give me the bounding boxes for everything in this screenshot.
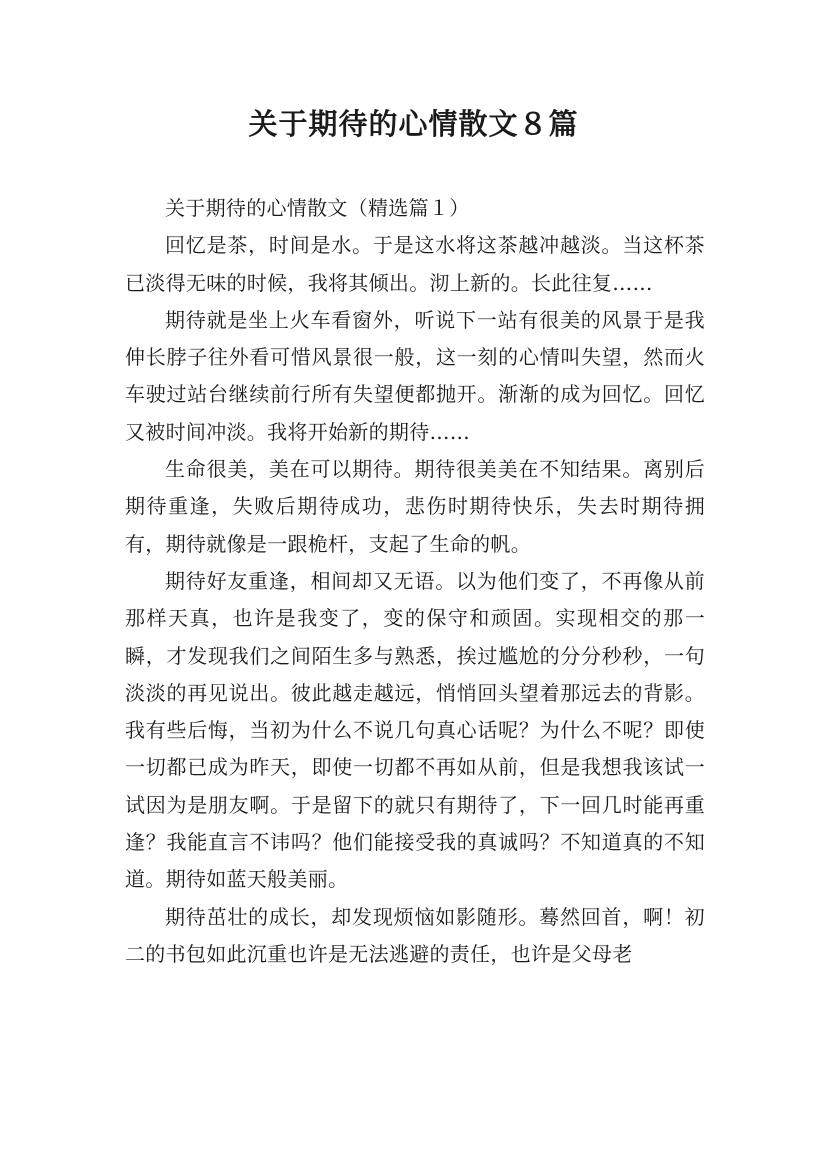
paragraph: 期待好友重逢，相间却又无语。以为他们变了，不再像从前那样天真，也许是我变了，变的保守和顽固。实现相交的那一瞬，才发现我们之间陌生多与熟悉，挨过尴尬的分分秒秒，一句淡淡的再见说出。彼此越走越远，悄悄回头望着那远去的背影。我有些后悔，当初为什么不说几句真心话呢？为什么不呢？即使一切都已成为昨天，即使一切都不再如从前，但是我想我该试一试因为是朋友啊。于是留下的就只有期待了，下一回几时能再重逢？我能直言不讳吗？他们能接受我的真诚吗？不知道真的不知道。期待如蓝天般美丽。 [125, 568, 705, 892]
paragraph: 回忆是茶，时间是水。于是这水将这茶越冲越淡。当这杯茶已淡得无味的时候，我将其倾出。沏上新的。长此往复…… [125, 233, 705, 295]
section-heading: 关于期待的心情散文（精选篇１） [165, 196, 470, 220]
paragraph: 生命很美，美在可以期待。期待很美美在不知结果。离别后期待重逢，失败后期待成功，悲伤时期待快乐，失去时期待拥有，期待就像是一跟桅杆，支起了生命的帆。 [125, 457, 705, 556]
document-title: 关于期待的心情散文８篇 [248, 107, 579, 141]
document-body [125, 190, 705, 973]
paragraph: 期待茁壮的成长，却发现烦恼如影随形。蓦然回首，啊！初二的书包如此沉重也许是无法逃避的责任，也许是父母老 [125, 904, 705, 966]
paragraph: 期待就是坐上火车看窗外，听说下一站有很美的风景于是我伸长脖子往外看可惜风景很一般，这一刻的心情叫失望，然而火车驶过站台继续前行所有失望便都抛开。渐渐的成为回忆。回忆又被时间冲淡。我将开始新的期待…… [125, 307, 705, 444]
